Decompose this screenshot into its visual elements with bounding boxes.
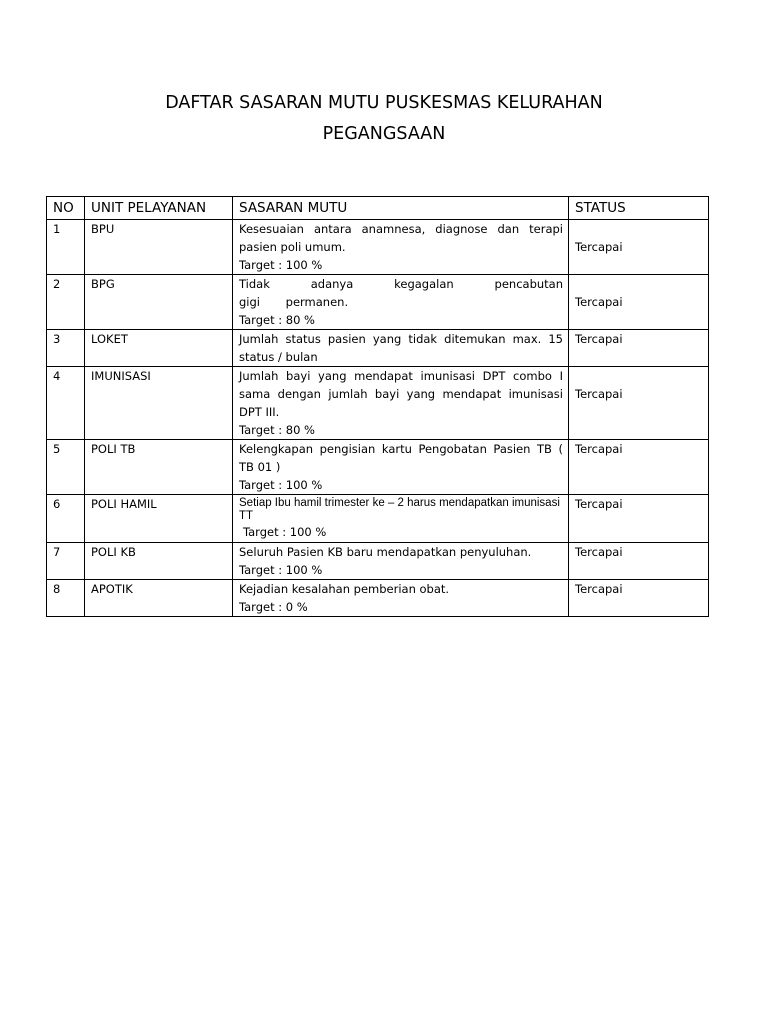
row-target: Target : 80 % bbox=[239, 423, 315, 437]
page-title-line-1: DAFTAR SASARAN MUTU PUSKESMAS KELURAHAN bbox=[165, 93, 603, 113]
row-status-cell bbox=[569, 440, 709, 495]
page-title-line-2: PEGANGSAAN bbox=[322, 124, 446, 144]
row-status-cell bbox=[569, 367, 709, 440]
row-no: 6 bbox=[47, 495, 85, 543]
row-unit: BPU bbox=[85, 220, 233, 275]
row-status-cell bbox=[569, 580, 709, 617]
row-no: 7 bbox=[47, 543, 85, 580]
row-unit: POLI HAMIL bbox=[85, 495, 233, 543]
row-no: 8 bbox=[47, 580, 85, 617]
header-no: NO bbox=[47, 197, 85, 220]
row-status: Tercapai bbox=[575, 442, 623, 456]
row-sasaran-cell bbox=[233, 580, 569, 617]
page-title bbox=[0, 88, 768, 150]
row-status-cell bbox=[569, 220, 709, 275]
row-status: Tercapai bbox=[575, 295, 623, 309]
row-status-cell bbox=[569, 543, 709, 580]
row-unit: IMUNISASI bbox=[85, 367, 233, 440]
row-sasaran: Seluruh Pasien KB baru mendapatkan penyuluhan. bbox=[239, 545, 532, 559]
row-sasaran: Kelengkapan pengisian kartu Pengobatan Pasien TB ( TB 01 ) bbox=[239, 442, 563, 474]
row-status: Tercapai bbox=[575, 582, 623, 596]
table-row bbox=[47, 543, 709, 580]
row-no: 1 bbox=[47, 220, 85, 275]
row-target: Target : 100 % bbox=[243, 525, 327, 539]
row-status: Tercapai bbox=[575, 387, 623, 401]
table-header-row bbox=[47, 197, 709, 220]
table-row bbox=[47, 440, 709, 495]
row-no: 4 bbox=[47, 367, 85, 440]
row-sasaran-cell bbox=[233, 367, 569, 440]
row-no: 3 bbox=[47, 330, 85, 367]
row-target: Target : 80 % bbox=[239, 313, 315, 327]
row-status-cell bbox=[569, 495, 709, 543]
row-sasaran-cell bbox=[233, 220, 569, 275]
header-sasaran-mutu: SASARAN MUTU bbox=[233, 197, 569, 220]
table-row bbox=[47, 367, 709, 440]
row-sasaran: Kejadian kesalahan pemberian obat. bbox=[239, 582, 450, 596]
row-unit: LOKET bbox=[85, 330, 233, 367]
row-target: Target : 100 % bbox=[239, 478, 323, 492]
table-row bbox=[47, 275, 709, 330]
row-no: 2 bbox=[47, 275, 85, 330]
row-sasaran: Jumlah status pasien yang tidak ditemukan max. 15 status / bulan bbox=[239, 332, 563, 364]
row-status: Tercapai bbox=[575, 497, 623, 511]
row-sasaran: Jumlah bayi yang mendapat imunisasi DPT combo I sama dengan jumlah bayi yang mendapat imunisasi DPT III. bbox=[239, 369, 563, 419]
row-status-cell bbox=[569, 275, 709, 330]
row-sasaran-cell bbox=[233, 275, 569, 330]
row-target: Target : 0 % bbox=[239, 600, 308, 614]
row-unit: BPG bbox=[85, 275, 233, 330]
row-target: Target : 100 % bbox=[239, 258, 323, 272]
row-status-cell bbox=[569, 330, 709, 367]
table-row bbox=[47, 220, 709, 275]
row-unit: POLI KB bbox=[85, 543, 233, 580]
table-row bbox=[47, 330, 709, 367]
header-status: STATUS bbox=[569, 197, 709, 220]
row-no: 5 bbox=[47, 440, 85, 495]
row-sasaran: Kesesuaian antara anamnesa, diagnose dan terapi pasien poli umum. bbox=[239, 222, 563, 254]
row-unit: APOTIK bbox=[85, 580, 233, 617]
row-sasaran: Tidak adanya kegagalan pencabutan gigi permanen. bbox=[239, 277, 563, 309]
row-status: Tercapai bbox=[575, 240, 623, 254]
row-target: Target : 100 % bbox=[239, 563, 323, 577]
header-unit-pelayanan: UNIT PELAYANAN bbox=[85, 197, 233, 220]
row-sasaran-cell bbox=[233, 495, 569, 543]
row-status: Tercapai bbox=[575, 332, 623, 346]
row-status: Tercapai bbox=[575, 545, 623, 559]
row-sasaran: Setiap Ibu hamil trimester ke – 2 harus mendapatkan imunisasi TT bbox=[239, 497, 560, 522]
table-row bbox=[47, 580, 709, 617]
row-sasaran-cell bbox=[233, 330, 569, 367]
row-sasaran-cell bbox=[233, 543, 569, 580]
row-sasaran-cell bbox=[233, 440, 569, 495]
row-unit: POLI TB bbox=[85, 440, 233, 495]
table-row bbox=[47, 495, 709, 543]
sasaran-mutu-table bbox=[46, 196, 709, 617]
